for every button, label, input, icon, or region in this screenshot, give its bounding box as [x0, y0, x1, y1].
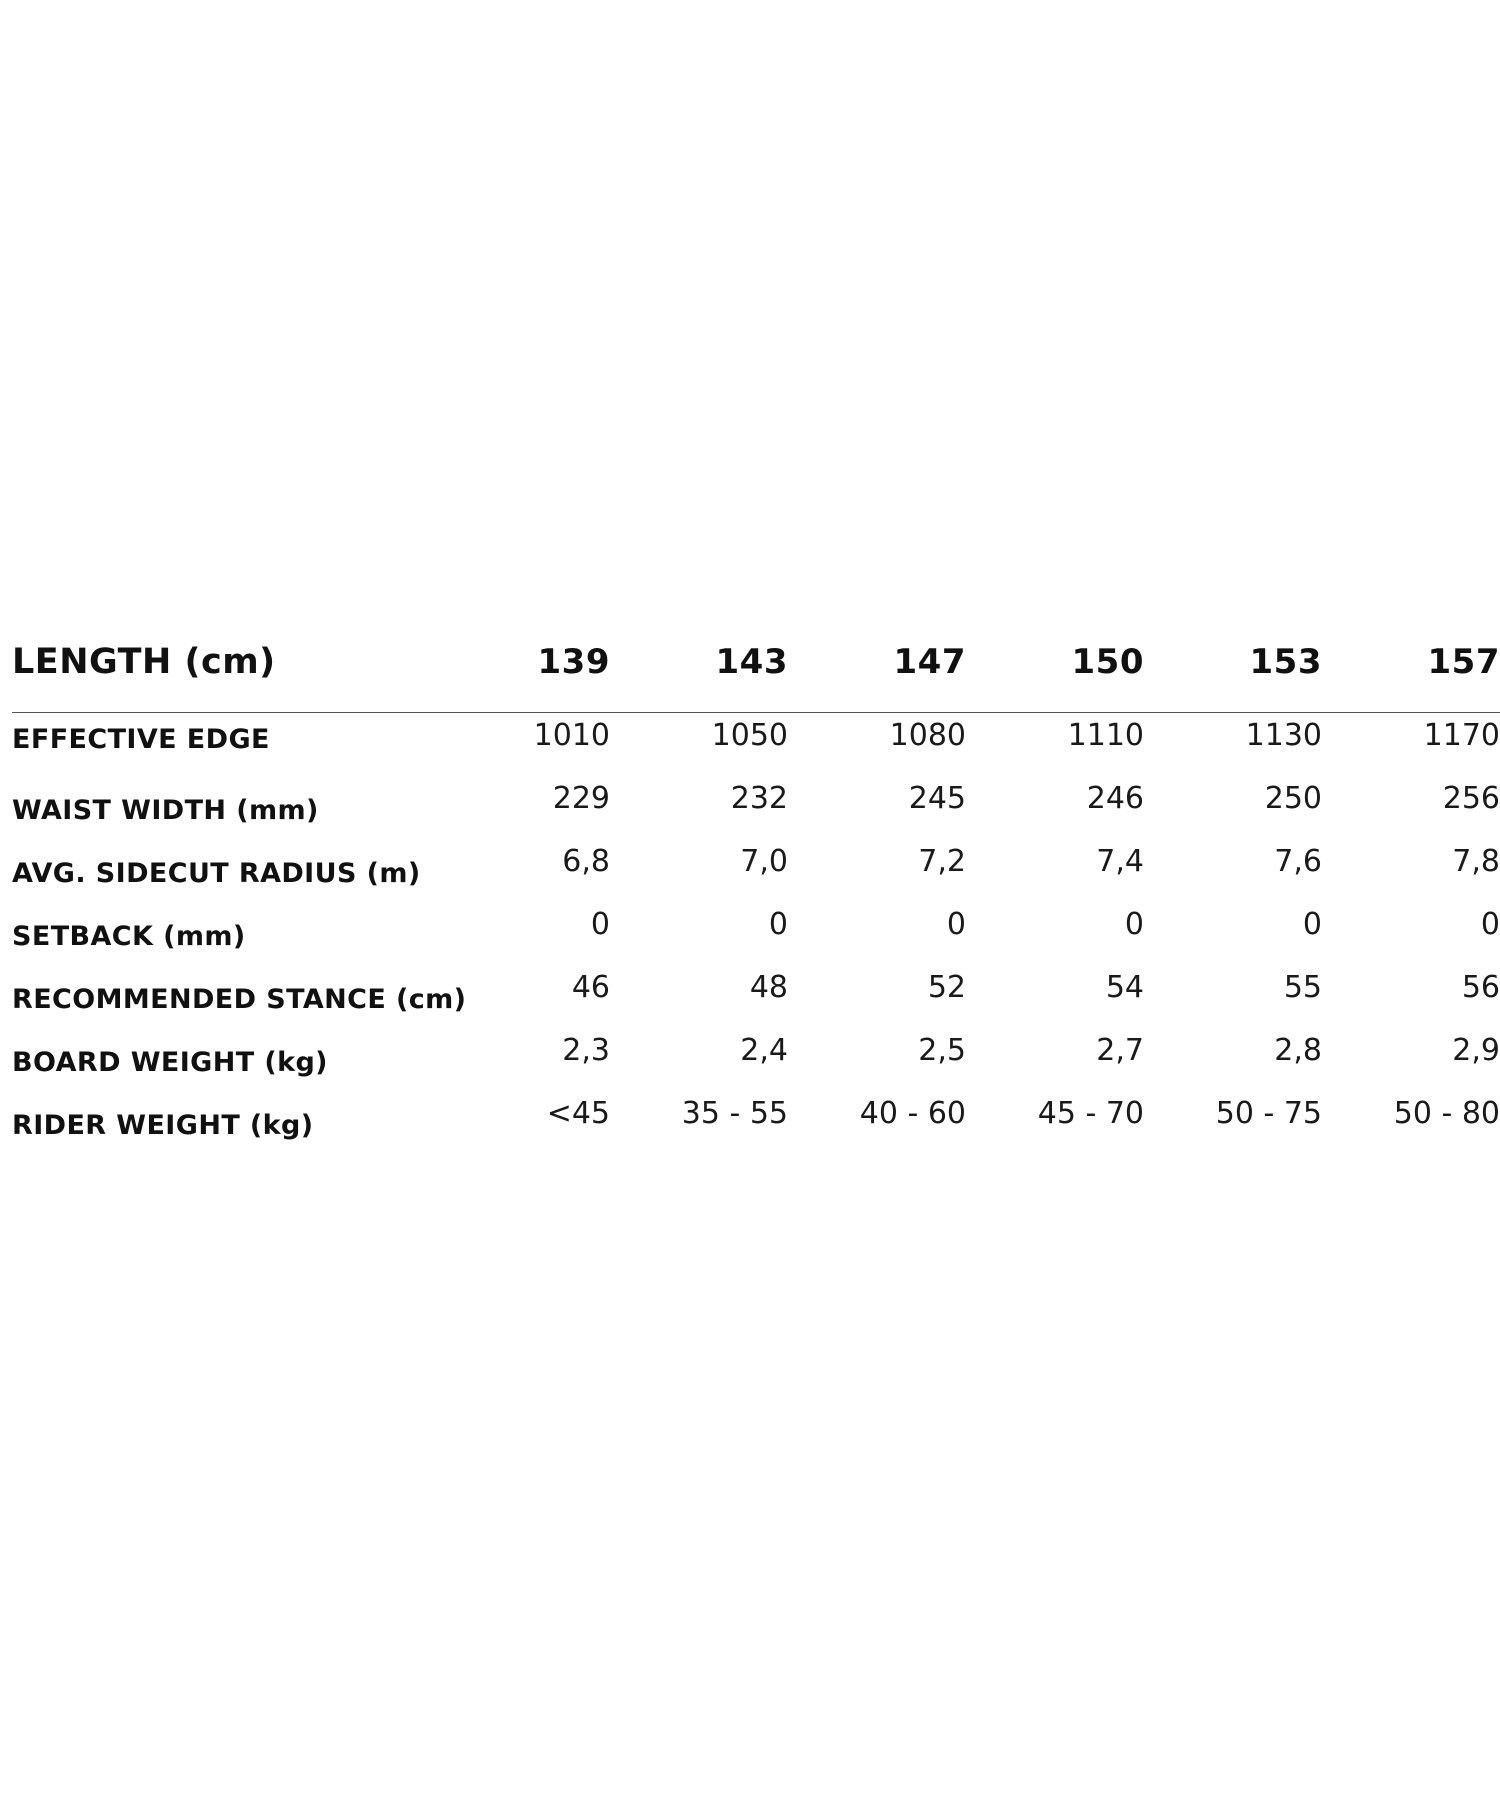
table-cell: 55 [1283, 970, 1322, 1005]
table-cell: 0 [1124, 907, 1144, 942]
table-cell: 1080 [889, 718, 966, 753]
row-label: RIDER WEIGHT (kg) [12, 1110, 314, 1141]
table-cell: 1130 [1245, 718, 1322, 753]
table-row-sidecut-radius [12, 839, 1500, 902]
size-header-4: 150 [1071, 642, 1144, 682]
size-header-6: 157 [1427, 642, 1500, 682]
table-cell: 2,4 [740, 1033, 788, 1068]
row-label: AVG. SIDECUT RADIUS (m) [12, 858, 421, 889]
table-cell: 2,3 [562, 1033, 610, 1068]
table-cell: 2,9 [1452, 1033, 1500, 1068]
table-cell: 232 [730, 781, 788, 816]
table-cell: 50 - 75 [1215, 1096, 1322, 1131]
table-cell: 40 - 60 [859, 1096, 966, 1131]
length-header-label: LENGTH (cm) [12, 642, 276, 682]
size-header-5: 153 [1249, 642, 1322, 682]
table-cell: 56 [1461, 970, 1500, 1005]
table-cell: 0 [946, 907, 966, 942]
table-cell: 52 [927, 970, 966, 1005]
table-row-effective-edge [12, 713, 1500, 776]
table-cell: 7,2 [918, 844, 966, 879]
table-cell: 7,4 [1096, 844, 1144, 879]
table-row-setback [12, 902, 1500, 965]
table-cell: 2,8 [1274, 1033, 1322, 1068]
row-label: SETBACK (mm) [12, 921, 246, 952]
table-row-waist-width [12, 776, 1500, 839]
table-cell: 50 - 80 [1393, 1096, 1500, 1131]
table-cell: 246 [1086, 781, 1144, 816]
row-label: EFFECTIVE EDGE [12, 724, 270, 755]
table-cell: 256 [1442, 781, 1500, 816]
table-row-rider-weight [12, 1091, 1500, 1154]
table-cell: 229 [552, 781, 610, 816]
table-cell: 1050 [711, 718, 788, 753]
size-header-1: 139 [537, 642, 610, 682]
table-cell: 7,0 [740, 844, 788, 879]
table-cell: 54 [1105, 970, 1144, 1005]
table-cell: 0 [590, 907, 610, 942]
table-cell: 1170 [1423, 718, 1500, 753]
row-label: RECOMMENDED STANCE (cm) [12, 984, 467, 1015]
table-header-row [12, 622, 1500, 713]
size-header-3: 147 [893, 642, 966, 682]
table-row-recommended-stance [12, 965, 1500, 1028]
table-cell: 2,7 [1096, 1033, 1144, 1068]
table-cell: 1010 [533, 718, 610, 753]
table-cell: 0 [1302, 907, 1322, 942]
row-label: BOARD WEIGHT (kg) [12, 1047, 328, 1078]
spec-table [12, 622, 1500, 1154]
table-cell: 250 [1264, 781, 1322, 816]
table-cell: 48 [749, 970, 788, 1005]
size-header-2: 143 [715, 642, 788, 682]
table-row-board-weight [12, 1028, 1500, 1091]
row-label: WAIST WIDTH (mm) [12, 795, 319, 826]
table-cell: 35 - 55 [681, 1096, 788, 1131]
table-cell: 7,8 [1452, 844, 1500, 879]
table-cell: 1110 [1067, 718, 1144, 753]
table-cell: 2,5 [918, 1033, 966, 1068]
table-cell: 45 - 70 [1037, 1096, 1144, 1131]
table-cell: <45 [546, 1096, 610, 1131]
table-cell: 46 [571, 970, 610, 1005]
table-cell: 6,8 [562, 844, 610, 879]
table-cell: 0 [768, 907, 788, 942]
table-cell: 245 [908, 781, 966, 816]
table-cell: 0 [1480, 907, 1500, 942]
table-cell: 7,6 [1274, 844, 1322, 879]
